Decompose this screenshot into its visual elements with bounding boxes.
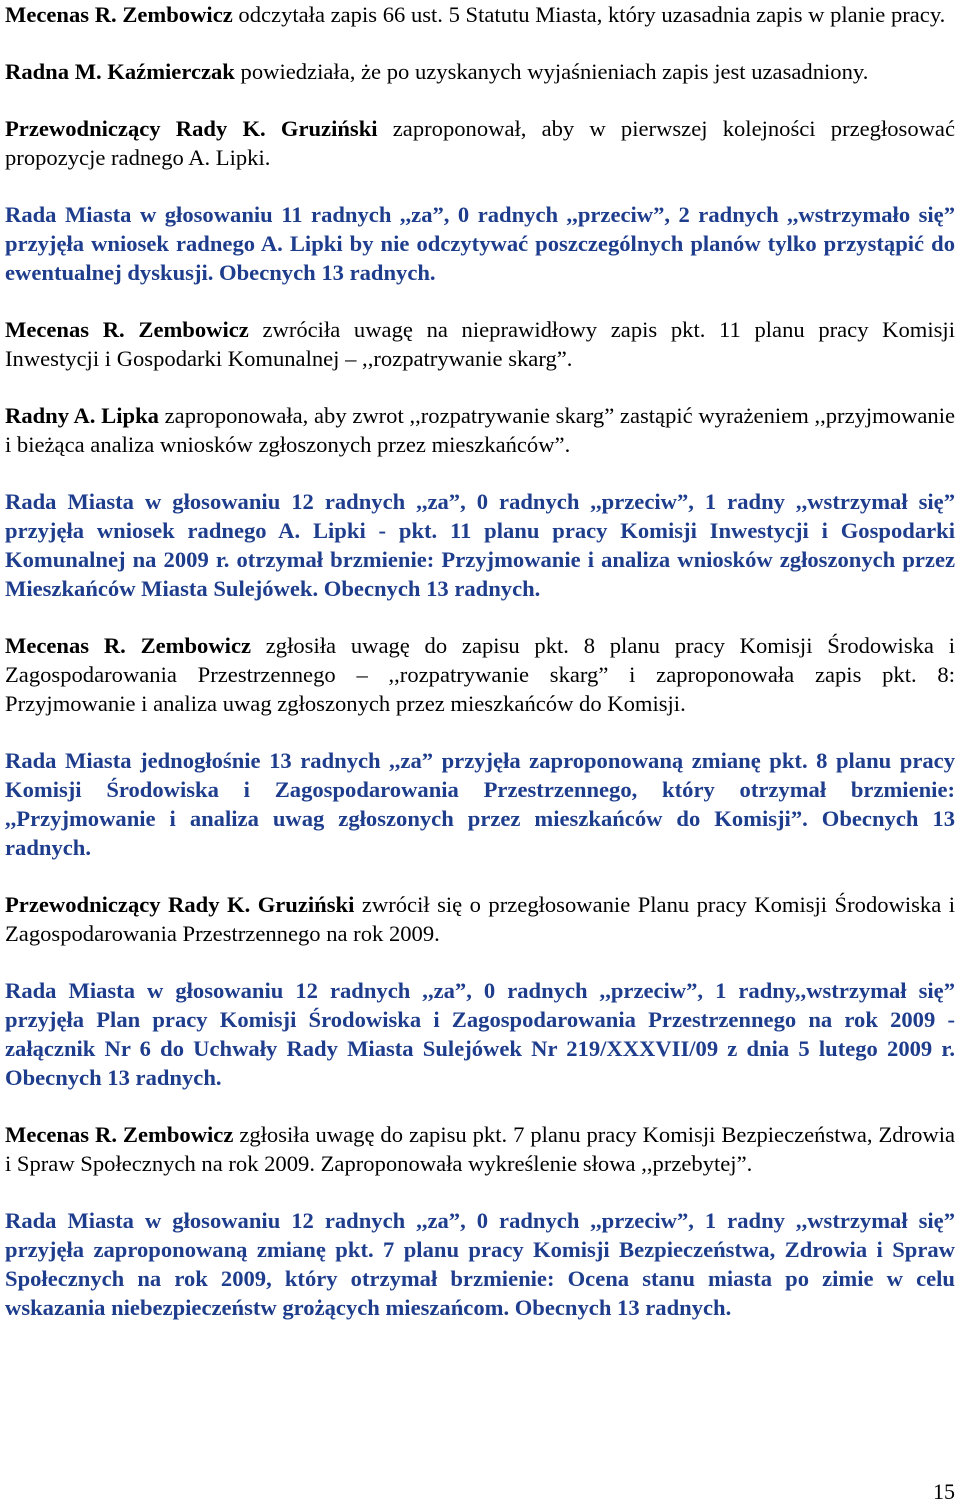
paragraph-vote-result: Rada Miasta w głosowaniu 11 radnych ,,za”, 0 radnych ,,przeciw”, 2 radnych ,,wstrzymało się” przyjęła wniosek radnego A. Lipki by nie odczytywać poszczególnych planów tylko przystąpić do ewentualnej dyskusji. Obecnych 13 radnych. <box>5 202 955 285</box>
speaker-name: Radny A. Lipka <box>5 403 159 428</box>
page-number: 15 <box>933 1479 955 1504</box>
paragraph-vote-result: Rada Miasta w głosowaniu 12 radnych ,,za”, 0 radnych ,,przeciw”, 1 radny ,,wstrzymał się” przyjęła zaproponowaną zmianę pkt. 7 planu pracy Komisji Bezpieczeństwa, Zdrowia i Spraw Społecznych na rok 2009, który otrzymał brzmienie: Ocena stanu miasta po zimie w celu wskazania niebezpieczeństw grożących mieszańcom. Obecnych 13 radnych. <box>5 1208 955 1320</box>
speaker-name: Mecenas R. Zembowicz <box>5 1122 234 1147</box>
speaker-name: Radna M. Kaźmierczak <box>5 59 235 84</box>
paragraph-vote-result: Rada Miasta jednogłośnie 13 radnych ,,za” przyjęła zaproponowaną zmianę pkt. 8 planu pracy Komisji Środowiska i Zagospodarowania Przestrzennego, który otrzymał brzmienie: ,,Przyjmowanie i analiza uwag zgłoszonych przez mieszkańców do Komisji”. Obecnych 13 radnych. <box>5 748 955 860</box>
speaker-name: Przewodniczący Rady K. Gruziński <box>5 892 355 917</box>
statement-text: odczytała zapis 66 ust. 5 Statutu Miasta, który uzasadnia zapis w planie pracy. <box>238 2 946 27</box>
paragraph-statement <box>5 401 955 459</box>
paragraph-statement <box>5 57 955 86</box>
speaker-name: Przewodniczący Rady K. Gruziński <box>5 116 378 141</box>
paragraph-vote-result: Rada Miasta w głosowaniu 12 radnych ,,za”, 0 radnych ,,przeciw”, 1 radny,,wstrzymał się” przyjęła Plan pracy Komisji Środowiska i Zagospodarowania Przestrzennego na rok 2009 - załącznik Nr 6 do Uchwały Rady Miasta Sulejówek Nr 219/XXXVII/09 z dnia 5 lutego 2009 r. Obecnych 13 radnych. <box>5 978 955 1090</box>
statement-text: zwrócił się o przegłosowanie Planu pracy Komisji Środowiska i Zagospodarowania Przestrzennego na rok 2009. <box>5 892 956 946</box>
paragraph-statement <box>5 631 955 718</box>
document-page <box>5 0 955 1350</box>
paragraph-vote-result: Rada Miasta w głosowaniu 12 radnych ,,za”, 0 radnych ,,przeciw”, 1 radny ,,wstrzymał się” przyjęła wniosek radnego A. Lipki - pkt. 11 planu pracy Komisji Inwestycji i Gospodarki Komunalnej na 2009 r. otrzymał brzmienie: Przyjmowanie i analiza wniosków zgłoszonych przez Mieszkańców Miasta Sulejówek. Obecnych 13 radnych. <box>5 489 955 601</box>
speaker-name: Mecenas R. Zembowicz <box>5 2 233 27</box>
speaker-name: Mecenas R. Zembowicz <box>5 633 251 658</box>
paragraph-statement <box>5 890 955 948</box>
paragraph-statement <box>5 1120 955 1178</box>
statement-text: zaproponowała, aby zwrot ,,rozpatrywanie skarg” zastąpić wyrażeniem ,,przyjmowanie i bieżąca analiza wniosków zgłoszonych przez mieszkańców”. <box>5 403 955 457</box>
statement-text: zaproponował, aby w pierwszej kolejności przegłosować propozycje radnego A. Lipki. <box>5 116 955 170</box>
statement-text: powiedziała, że po uzyskanych wyjaśnieniach zapis jest uzasadniony. <box>240 59 869 84</box>
paragraph-statement <box>5 315 955 373</box>
statement-text: zgłosiła uwagę do zapisu pkt. 8 planu pracy Komisji Środowiska i Zagospodarowania Przestrzennego – ,,rozpatrywanie skarg” i zaproponowała zapis pkt. 8: Przyjmowanie i analiza uwag zgłoszonych przez mieszkańców do Komisji. <box>5 633 955 716</box>
statement-text: zgłosiła uwagę do zapisu pkt. 7 planu pracy Komisji Bezpieczeństwa, Zdrowia i Spraw Społecznych na rok 2009. Zaproponowała wykreślenie słowa ,,przebytej”. <box>5 1122 955 1176</box>
paragraph-statement <box>5 114 955 172</box>
paragraph-statement <box>5 0 955 29</box>
statement-text: zwróciła uwagę na nieprawidłowy zapis pkt. 11 planu pracy Komisji Inwestycji i Gospodarki Komunalnej – ,,rozpatrywanie skarg”. <box>5 317 955 371</box>
speaker-name: Mecenas R. Zembowicz <box>5 317 249 342</box>
